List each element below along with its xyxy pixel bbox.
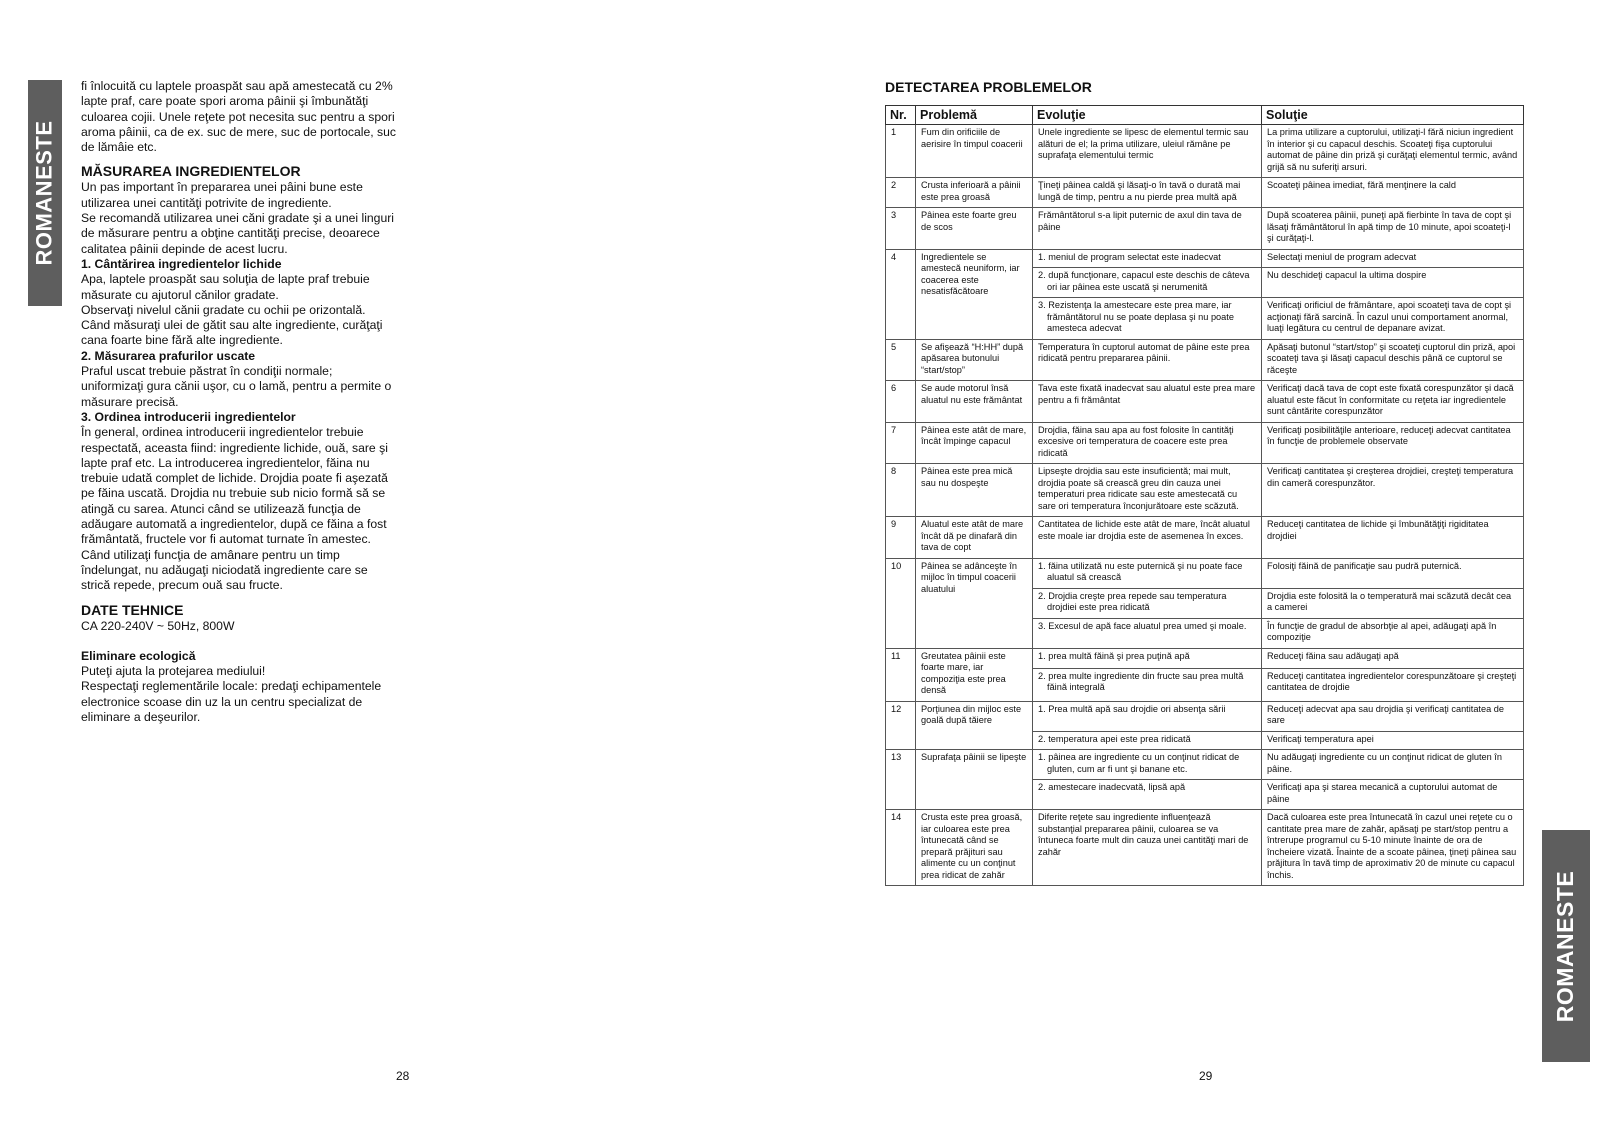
row-number: 8 <box>886 464 916 517</box>
table-row <box>886 381 1524 423</box>
evolution-text: 2. Drojdia creşte prea repede sau temperatura drojdiei este prea ridicată <box>1038 590 1227 612</box>
evolution-cell <box>1033 750 1262 780</box>
problem-cell: Se aude motorul însă aluatul nu este frământat <box>916 381 1033 423</box>
evolution-text: Frământătorul s-a lipit puternic de axul din tava de pâine <box>1038 210 1242 232</box>
table-row <box>886 810 1524 886</box>
evolution-text: 1. pâinea are ingrediente cu un conţinut ridicat de gluten, cum ar fi unt şi banane etc. <box>1038 752 1240 774</box>
solution-cell: Verificaţi orificiul de frământare, apoi scoateţi tava de copt şi acţionaţi fără sarcină. În cazul unui comportament anormal, luaţi legătura cu centrul de depanare avizat. <box>1262 298 1524 340</box>
table-row <box>886 208 1524 250</box>
evolution-cell <box>1033 668 1262 701</box>
table-row <box>886 750 1524 780</box>
row-number: 12 <box>886 701 916 750</box>
column-header: Nr. <box>886 106 916 125</box>
row-number: 3 <box>886 208 916 250</box>
row-number: 4 <box>886 249 916 339</box>
measuring-paragraph: Un pas important în prepararea unei pâini bune este utilizarea unei cantităţi potrivite de ingrediente. <box>81 180 363 210</box>
evolution-cell <box>1033 731 1262 750</box>
solution-cell: Nu adăugaţi ingrediente cu un conţinut ridicat de gluten în pâine. <box>1262 750 1524 780</box>
evolution-text: 2. prea multe ingrediente din fructe sau prea multă făină integrală <box>1038 670 1244 693</box>
evolution-cell <box>1033 588 1262 618</box>
evolution-text: 3. Rezistenţa la amestecare este prea mare, iar frământătorul nu se poate deplasa şi nu poate amesteca adecvat <box>1038 300 1234 333</box>
evolution-cell <box>1033 780 1262 810</box>
evolution-cell <box>1033 517 1262 559</box>
evolution-cell <box>1033 464 1262 517</box>
table-row <box>886 422 1524 464</box>
table-row <box>886 701 1524 731</box>
evolution-cell <box>1033 618 1262 648</box>
tech-heading: DATE TEHNICE <box>81 601 184 618</box>
problem-cell: Se afişează “H:HH” după apăsarea butonului “start/stop” <box>916 339 1033 381</box>
evolution-text: 1. Prea multă apă sau drojdie ori absenţa sării <box>1038 703 1226 714</box>
table-row <box>886 249 1524 268</box>
evolution-text: 1. meniul de program selectat este inadecvat <box>1038 251 1221 262</box>
solution-cell: După scoaterea pâinii, puneţi apă fierbinte în tava de copt şi lăsaţi frământătorul în apă timp de 10 minute, apoi scoateţi-l şi curăţaţi-l. <box>1262 208 1524 250</box>
row-number: 11 <box>886 648 916 701</box>
table-row <box>886 339 1524 381</box>
evolution-text: 2. amestecare inadecvată, lipsă apă <box>1038 782 1186 792</box>
solution-cell: Dacă culoarea este prea întunecată în cazul unei reţete cu o cantitate prea mare de zahăr, apăsaţi pe start/stop pentru a întrerupe programul cu 5-10 minute înainte de ora de încheiere vizată. Înainte de a scoate pâinea, ţineţi pâinea sau prăjitura în tavă timp de aproximativ 20 de minute cu capacul închis. <box>1262 810 1524 886</box>
problem-cell: Ingredientele se amestecă neuniform, iar coacerea este nesatisfăcătoare <box>916 249 1033 339</box>
column-header: Soluţie <box>1262 106 1524 125</box>
liquids-paragraph: Observaţi nivelul cănii gradate cu ochii pe orizontală. Când măsuraţi ulei de gătit sau alte ingrediente, curăţaţi cana foarte bine fără alte ingrediente. <box>81 302 383 348</box>
measuring-heading: MĂSURAREA INGREDIENTELOR <box>81 163 301 180</box>
evolution-text: 1. prea multă făină şi prea puţină apă <box>1038 650 1190 661</box>
evolution-cell <box>1033 125 1262 178</box>
order-heading: 3. Ordinea introducerii ingredientelor <box>81 409 296 424</box>
problem-cell: Pâinea este foarte greu de scos <box>916 208 1033 250</box>
evolution-cell <box>1033 648 1262 668</box>
evolution-text: Unele ingrediente se lipesc de elementul termic sau alături de el; la prima utilizare, uleiul rămâne pe suprafaţa elementului termic <box>1038 127 1249 160</box>
table-row <box>886 178 1524 208</box>
row-number: 7 <box>886 422 916 464</box>
table-row <box>886 464 1524 517</box>
solution-cell: La prima utilizare a cuptorului, utilizaţi-l fără niciun ingredient în interior şi cu capacul deschis. Scoateţi fişa cuptorului automat de pâine din priză şi curăţaţi elementul termic, având grijă să nu suferiţi arsuri. <box>1262 125 1524 178</box>
table-row <box>886 558 1524 588</box>
eco-paragraph: Respectaţi reglementările locale: predaţi echipamentele electronice scoase din uz la un centru specializat de eliminare a deşeurilor. <box>81 679 382 724</box>
evolution-text: Tava este fixată inadecvat sau aluatul este prea mare pentru a fi frământat <box>1038 383 1256 405</box>
problem-cell: Aluatul este atât de mare încât dă pe dinafară din tava de copt <box>916 517 1033 559</box>
solution-cell: Reduceţi cantitatea ingredientelor corespunzătoare şi creşteţi cantitatea de drojdie <box>1262 668 1524 701</box>
solution-cell: Selectaţi meniul de program adecvat <box>1262 249 1524 268</box>
table-row <box>886 517 1524 559</box>
liquids-heading: 1. Cântărirea ingredientelor lichide <box>81 256 282 271</box>
evolution-text: 1. făina utilizată nu este puternică şi nu poate face aluatul să crească <box>1038 560 1243 582</box>
problem-cell: Suprafaţa pâinii se lipeşte <box>916 750 1033 810</box>
page-number-left: 28 <box>396 1069 410 1083</box>
problem-cell: Crusta este prea groasă, iar culoarea este prea întunecată când se prepară prăjituri sau alimente cu un conţinut prea ridicat de zahăr <box>916 810 1033 886</box>
evolution-text: 3. Excesul de apă face aluatul prea umed şi moale. <box>1038 620 1247 631</box>
solution-cell: Verificaţi cantitatea şi creşterea drojdiei, creşteţi temperatura din cameră corespunzător. <box>1262 464 1524 517</box>
table-header-row <box>886 106 1524 125</box>
solution-cell: Apăsaţi butonul “start/stop” şi scoateţi cuptorul din priză, apoi scoateţi tava şi lăsaţi capacul deschis până ce cuptorul se răceşte <box>1262 339 1524 381</box>
row-number: 5 <box>886 339 916 381</box>
problem-cell: Pâinea este prea mică sau nu dospeşte <box>916 464 1033 517</box>
evolution-cell <box>1033 208 1262 250</box>
liquids-paragraph: Apa, laptele proaspăt sau soluţia de lapte praf trebuie măsurate cu ajutorul cănilor gradate. <box>81 272 370 302</box>
solution-cell: Reduceţi cantitatea de lichide şi îmbunătăţiţi rigiditatea drojdiei <box>1262 517 1524 559</box>
evolution-text: 2. temperatura apei este prea ridicată <box>1038 733 1191 744</box>
evolution-text: Ţineţi pâinea caldă şi lăsaţi-o în tavă o durată mai lungă de timp, pentru a nu pierde prea multă apă <box>1038 180 1241 202</box>
side-tab-label: ROMANESTE <box>32 120 57 266</box>
solution-cell: Verificaţi temperatura apei <box>1262 731 1524 750</box>
evolution-cell <box>1033 339 1262 381</box>
evolution-text: Lipseşte drojdia sau este insuficientă; mai mult, drojdia poate să crească greu din cauza unei temperaturi prea ridicate sau este amestecată cu sare ori temperatura înconjurătoare este scăzută. <box>1038 466 1239 511</box>
row-number: 1 <box>886 125 916 178</box>
evolution-text: Drojdia, făina sau apa au fost folosite în cantităţi excesive ori temperatura de coacere este prea ridicată <box>1038 424 1234 458</box>
evolution-cell <box>1033 249 1262 268</box>
evolution-text: 2. după funcţionare, capacul este deschis de câteva ori iar pâinea este uscată şi nerumenită <box>1038 270 1250 292</box>
measuring-paragraph: Se recomandă utilizarea unei căni gradate şi a unei linguri de măsurare pentru a obţine cantităţi precise, deoarece calitatea pâinii depinde de acest lucru. <box>81 211 395 256</box>
solution-cell: Reduceţi adecvat apa sau drojdia şi verificaţi cantitatea de sare <box>1262 701 1524 731</box>
table-row <box>886 648 1524 668</box>
side-tab-label: ROMANESTE <box>1552 870 1579 1022</box>
problem-cell: Pâinea se adânceşte în mijloc în timpul coacerii aluatului <box>916 558 1033 648</box>
intro-paragraph: fi înlocuită cu laptele proaspăt sau apă amestecată cu 2% lapte praf, care poate spori aroma pâinii şi îmbunătăţi culoarea cojii. Unele reţete pot necesita suc pentru a spori aroma pâinii, ca de ex. suc de mere, suc de portocale, suc de lămâie etc. <box>81 79 397 155</box>
tech-value: CA 220-240V ~ 50Hz, 800W <box>81 618 235 633</box>
evolution-cell <box>1033 558 1262 588</box>
solution-cell: Folosiţi făină de panificaţie sau pudră puternică. <box>1262 558 1524 588</box>
row-number: 2 <box>886 178 916 208</box>
column-header: Problemă <box>916 106 1033 125</box>
row-number: 14 <box>886 810 916 886</box>
page-number-right: 29 <box>1199 1069 1213 1083</box>
order-paragraph: În general, ordinea introducerii ingredientelor trebuie respectată, aceasta fiind: ingrediente lichide, ouă, sare şi lapte praf etc. La introducerea ingredientelor, făina nu trebuie udată complet de lichide. Drojdia poate fi aşezată pe făina uscată. Drojdia nu trebuie sub nicio formă să se atingă cu sarea. Atunci când se utilizează funcţia de adăugare automată a ingredientelor, după ce făina a fost frământată, fructele vor fi automat turnate în amestec. Când utilizaţi funcţia de amânare pentru un timp îndelungat, nu adăugaţi niciodată ingrediente care se strică repede, precum ouă sau fructe. <box>81 425 388 593</box>
troubleshooting-table <box>885 105 1524 886</box>
solution-cell: Verificaţi dacă tava de copt este fixată corespunzător şi dacă aluatul este făcut în conformitate cu reţeta iar ingredientele sunt cântărite corespunzător <box>1262 381 1524 423</box>
evolution-cell <box>1033 298 1262 340</box>
powders-paragraph: Praful uscat trebuie păstrat în condiţii normale; uniformizaţi gura cănii uşor, cu o lamă, pentru a permite o măsurare precisă. <box>81 364 392 409</box>
evolution-cell <box>1033 381 1262 423</box>
powders-heading: 2. Măsurarea prafurilor uscate <box>81 348 256 363</box>
evolution-text: Cantitatea de lichide este atât de mare, încât aluatul este moale iar drojdia este de asemenea în exces. <box>1038 519 1250 541</box>
eco-heading: Eliminare ecologică <box>81 648 196 663</box>
troubleshooting-title: DETECTAREA PROBLEMELOR <box>885 79 1092 95</box>
side-tab-right <box>1542 830 1590 1062</box>
side-tab-left <box>28 80 62 306</box>
problem-cell: Pâinea este atât de mare, încât împinge capacul <box>916 422 1033 464</box>
evolution-text: Temperatura în cuptorul automat de pâine este prea ridicată pentru prepararea pâinii. <box>1038 341 1250 363</box>
problem-cell: Crusta inferioară a pâinii este prea groasă <box>916 178 1033 208</box>
problem-cell: Fum din orificiile de aerisire în timpul coacerii <box>916 125 1033 178</box>
table-row <box>886 125 1524 178</box>
row-number: 13 <box>886 750 916 810</box>
evolution-cell <box>1033 701 1262 731</box>
evolution-cell <box>1033 268 1262 298</box>
row-number: 6 <box>886 381 916 423</box>
solution-cell: Nu deschideţi capacul la ultima dospire <box>1262 268 1524 298</box>
problem-cell: Porţiunea din mijloc este goală după tăiere <box>916 701 1033 750</box>
column-header: Evoluţie <box>1033 106 1262 125</box>
evolution-cell <box>1033 422 1262 464</box>
row-number: 9 <box>886 517 916 559</box>
solution-cell: Verificaţi apa şi starea mecanică a cuptorului automat de pâine <box>1262 780 1524 810</box>
solution-cell: În funcţie de gradul de absorbţie al apei, adăugaţi apă în compoziţie <box>1262 618 1524 648</box>
eco-paragraph: Puteţi ajuta la protejarea mediului! <box>81 664 266 679</box>
solution-cell: Scoateţi pâinea imediat, fără menţinere la cald <box>1262 178 1524 208</box>
evolution-text: Diferite reţete sau ingrediente influenţează substanţial prepararea pâinii, culoarea se va întuneca foarte mult din cauza unei cantităţi mari de zahăr <box>1038 812 1249 857</box>
evolution-cell <box>1033 810 1262 886</box>
problem-cell: Greutatea pâinii este foarte mare, iar compoziţia este prea densă <box>916 648 1033 701</box>
solution-cell: Drojdia este folosită la o temperatură mai scăzută decât cea a camerei <box>1262 588 1524 618</box>
row-number: 10 <box>886 558 916 648</box>
solution-cell: Reduceţi făina sau adăugaţi apă <box>1262 648 1524 668</box>
evolution-cell <box>1033 178 1262 208</box>
left-page-text <box>81 79 396 725</box>
solution-cell: Verificaţi posibilităţile anterioare, reduceţi adecvat cantitatea în funcţie de problemele observate <box>1262 422 1524 464</box>
